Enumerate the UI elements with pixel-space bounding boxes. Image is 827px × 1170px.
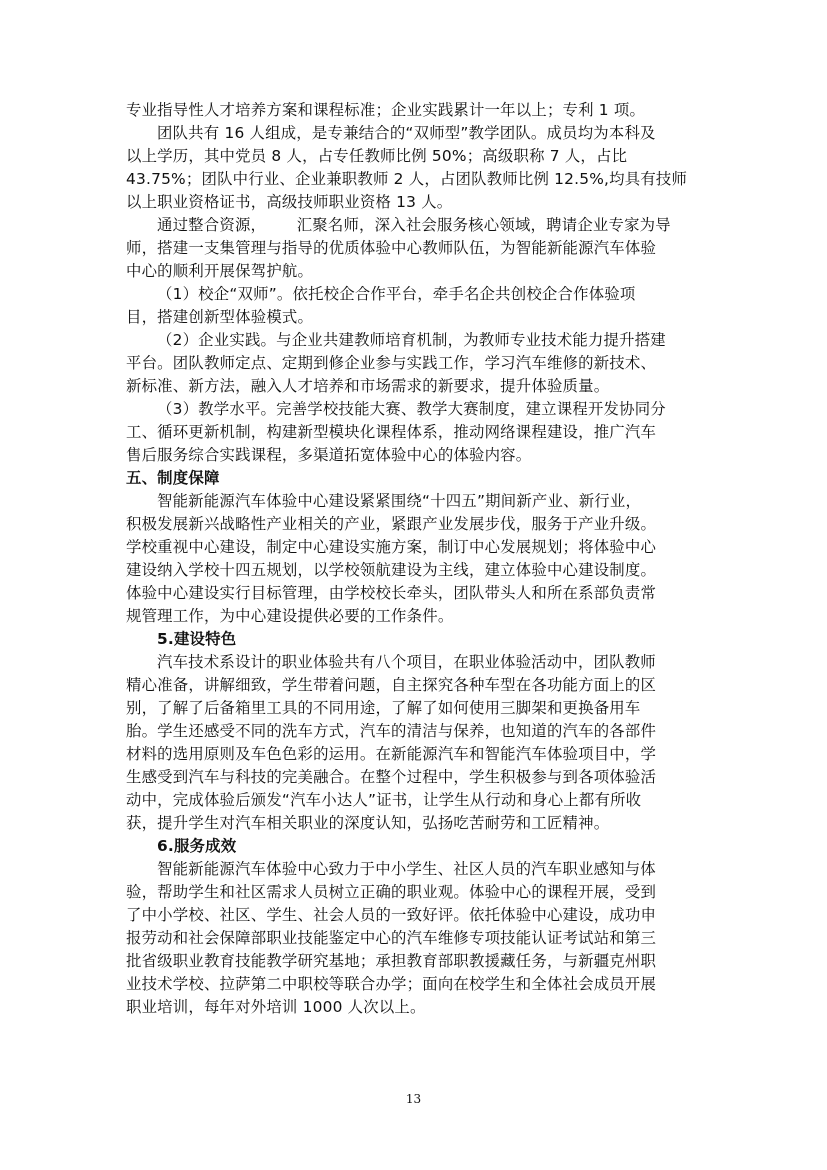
text-line: 以上学历，其中党员 8 人，占专任教师比例 50%；高级职称 7 人，占比 bbox=[126, 147, 628, 165]
text-line: 中心的顺利开展保驾护航。 bbox=[126, 262, 314, 280]
section-heading: 6.服务成效 bbox=[157, 837, 237, 855]
text-line: 师，搭建一支集管理与指导的优质体验中心教师队伍，为智能新能源汽车体验 bbox=[126, 239, 657, 257]
text-line: 体验中心建设实行目标管理，由学校校长牵头，团队带头人和所在系部负责常 bbox=[126, 584, 657, 602]
text-line: 动中，完成体验后颁发“汽车小达人”证书，让学生从行动和身心上都有所收 bbox=[126, 791, 642, 809]
text-line: （3）教学水平。完善学校技能大赛、教学大赛制度，建立课程开发协同分 bbox=[157, 400, 666, 418]
text-line: 了中小学校、社区、学生、社会人员的一致好评。依托体验中心建设，成功申 bbox=[126, 906, 657, 924]
text-line: 43.75%；团队中行业、企业兼职教师 2 人，占团队教师比例 12.5%,均具有技师 bbox=[126, 170, 688, 188]
text-line: 新标准、新方法，融入人才培养和市场需求的新要求，提升体验质量。 bbox=[126, 377, 610, 395]
text-line: 工、循环更新机制，构建新型模块化课程体系，推动网络课程建设，推广汽车 bbox=[126, 423, 657, 441]
text-line: 积极发展新兴战略性产业相关的产业，紧跟产业发展步伐，服务于产业升级。 bbox=[126, 515, 657, 533]
page-number: 13 bbox=[405, 1092, 422, 1106]
text-line: 生感受到汽车与科技的完美融合。在整个过程中，学生积极参与到各项体验活 bbox=[126, 768, 657, 786]
text-line: 以上职业资格证书，高级技师职业资格 13 人。 bbox=[126, 193, 453, 211]
text-line: 平台。团队教师定点、定期到修企业参与实践工作，学习汽车维修的新技术、 bbox=[126, 354, 657, 372]
text-line: 胎。学生还感受不同的洗车方式，汽车的清洁与保养，也知道的汽车的各部件 bbox=[126, 722, 657, 740]
text-line: 智能新能源汽车体验中心致力于中小学生、社区人员的汽车职业感知与体 bbox=[157, 860, 656, 878]
text-line: 汽车技术系设计的职业体验共有八个项目，在职业体验活动中，团队教师 bbox=[157, 653, 656, 671]
text-line: 别，了解了后备箱里工具的不同用途，了解了如何使用三脚架和更换备用车 bbox=[126, 699, 641, 717]
text-line: 智能新能源汽车体验中心建设紧紧围绕“十四五”期间新产业、新行业， bbox=[157, 492, 642, 510]
text-line: （1）校企“双师”。依托校企合作平台，牵手名企共创校企合作体验项 bbox=[157, 285, 636, 303]
text-line: 业技术学校、拉萨第二中职校等联合办学；面向在校学生和全体社会成员开展 bbox=[126, 975, 657, 993]
text-line: 建设纳入学校十四五规划，以学校领航建设为主线，建立体验中心建设制度。 bbox=[126, 561, 657, 579]
text-line: 专业指导性人才培养方案和课程标准；企业实践累计一年以上；专利 1 项。 bbox=[126, 101, 646, 119]
text-line: 批省级职业教育技能教学研究基地；承担教育部职教援藏任务，与新疆克州职 bbox=[126, 952, 657, 970]
text-line: 验，帮助学生和社区需求人员树立正确的职业观。体验中心的课程开展，受到 bbox=[126, 883, 657, 901]
text-line: （2）企业实践。与企业共建教师培育机制，为教师专业技术能力提升搭建 bbox=[157, 331, 666, 349]
text-line: 团队共有 16 人组成，是专兼结合的“双师型”教学团队。成员均为本科及 bbox=[157, 124, 656, 142]
text-line: 售后服务综合实践课程，多渠道拓宽体验中心的体验内容。 bbox=[126, 446, 532, 464]
text-line: 职业培训，每年对外培训 1000 人次以上。 bbox=[126, 998, 426, 1016]
text-line: 获，提升学生对汽车相关职业的深度认知，弘扬吃苦耐劳和工匠精神。 bbox=[126, 814, 610, 832]
text-line: 目，搭建创新型体验模式。 bbox=[126, 308, 314, 326]
text-line: 报劳动和社会保障部职业技能鉴定中心的汽车维修专项技能认证考试站和第三 bbox=[126, 929, 657, 947]
text-line: 精心准备，讲解细致，学生带着问题，自主探究各种车型在各功能方面上的区 bbox=[126, 676, 657, 694]
text-line: 学校重视中心建设，制定中心建设实施方案，制订中心发展规划；将体验中心 bbox=[126, 538, 657, 556]
text-line: 通过整合资源， 汇聚名师，深入社会服务核心领域，聘请企业专家为导 bbox=[157, 216, 671, 234]
text-line: 材料的选用原则及车色色彩的运用。在新能源汽车和智能汽车体验项目中，学 bbox=[126, 745, 657, 763]
section-heading: 五、制度保障 bbox=[126, 469, 220, 487]
section-heading: 5.建设特色 bbox=[157, 630, 237, 648]
text-line: 规管理工作，为中心建设提供必要的工作条件。 bbox=[126, 607, 454, 625]
